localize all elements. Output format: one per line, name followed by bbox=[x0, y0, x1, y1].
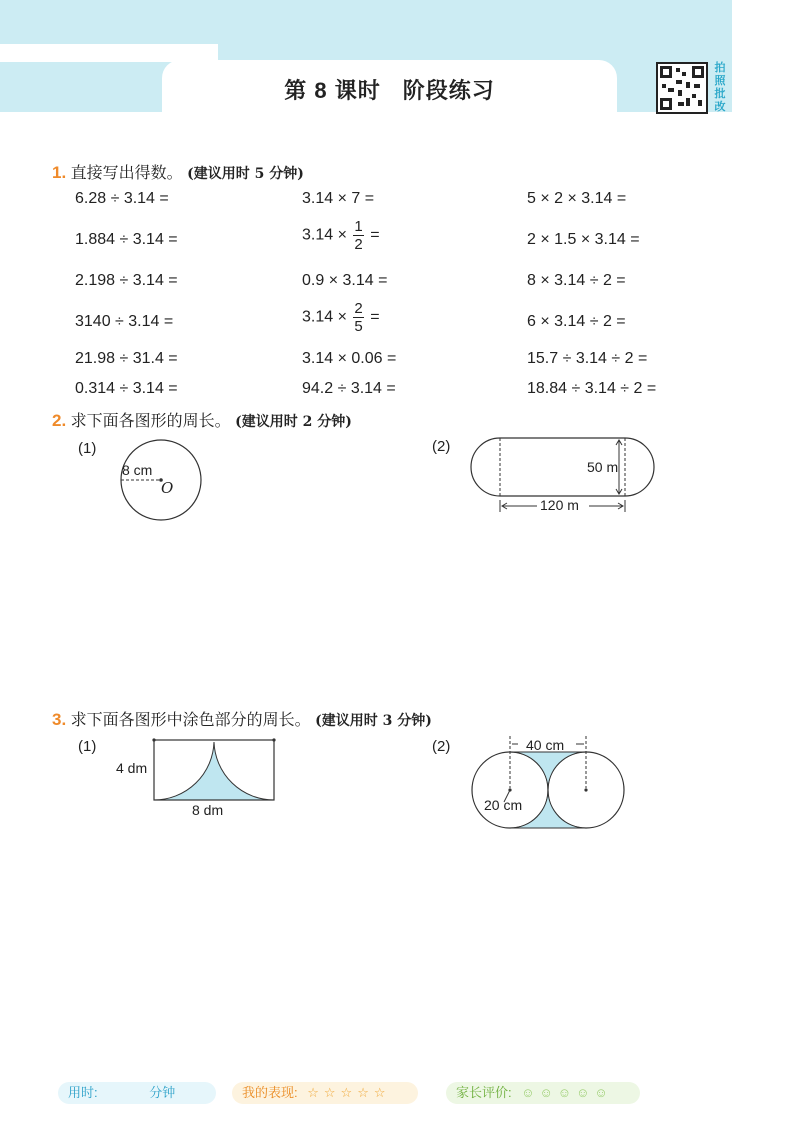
q1-item: 6 × 3.14 ÷ 2 = bbox=[527, 313, 626, 330]
q3-number: 3. bbox=[52, 710, 67, 729]
page-title bbox=[162, 74, 617, 105]
q1-heading bbox=[52, 160, 304, 183]
fraction bbox=[353, 218, 363, 253]
q1-item: 8 × 3.14 ÷ 2 = bbox=[527, 272, 626, 289]
q1-item: 0.314 ÷ 3.14 = bbox=[75, 380, 178, 397]
fraction-denominator: 5 bbox=[354, 318, 363, 335]
q3-radius-label: 20 cm bbox=[484, 797, 523, 813]
q2-center-label: O bbox=[161, 479, 174, 497]
q1-hint: (建议用时 5 分钟) bbox=[187, 166, 304, 182]
q2-width-label: 120 m bbox=[540, 497, 579, 513]
q3-height-label: 4 dm bbox=[116, 760, 148, 776]
performance-label: 我的表现: bbox=[242, 1085, 298, 1100]
q1-item: 2 × 1.5 × 3.14 = bbox=[527, 231, 640, 248]
qr-side-char: 照 bbox=[714, 75, 726, 87]
q1-item: 5 × 2 × 3.14 = bbox=[527, 190, 627, 207]
q2-text: 求下面各图形的周长。 bbox=[70, 413, 231, 430]
q1-item: 6.28 ÷ 3.14 = bbox=[75, 190, 169, 207]
q2-hint: (建议用时 2 分钟) bbox=[235, 414, 352, 430]
qr-side-char: 拍 bbox=[714, 62, 726, 74]
q1-item-fraction bbox=[302, 300, 380, 335]
q1-item: 21.98 ÷ 31.4 = bbox=[75, 350, 178, 367]
time-used-box bbox=[58, 1082, 216, 1104]
fraction bbox=[353, 300, 363, 335]
qr-side-char: 批 bbox=[714, 88, 726, 100]
q1-item: 3.14 × 7 = bbox=[302, 190, 375, 207]
parent-review-box bbox=[446, 1082, 640, 1104]
smiley-rating-icon[interactable]: ☺☺☺☺☺ bbox=[521, 1085, 613, 1100]
q3-distance-label: 40 cm bbox=[526, 737, 565, 753]
q3-fig1-label: (1) bbox=[78, 738, 97, 755]
qr-pattern bbox=[658, 64, 706, 112]
qr-side-char: 改 bbox=[714, 101, 726, 113]
photo-grading-label bbox=[712, 62, 728, 114]
q2-radius-label: 8 cm bbox=[122, 462, 153, 478]
equals-sign: = bbox=[370, 308, 380, 326]
q3-heading bbox=[52, 707, 432, 730]
q2-number: 2. bbox=[52, 411, 67, 430]
star-rating-icon[interactable]: ☆☆☆☆☆ bbox=[307, 1085, 391, 1100]
time-unit: 分钟 bbox=[149, 1085, 176, 1100]
equals-sign: = bbox=[370, 226, 380, 244]
time-used-label: 用时: bbox=[68, 1085, 98, 1100]
q1-item: 1.884 ÷ 3.14 = bbox=[75, 231, 178, 248]
q3-rectangle-figure bbox=[150, 736, 282, 804]
fraction-numerator: 1 bbox=[354, 218, 363, 235]
q1-item-text: 3.14 × bbox=[302, 308, 347, 326]
stadium-outline bbox=[471, 438, 654, 496]
lesson-title: 阶段练习 bbox=[402, 78, 495, 103]
q1-item: 3140 ÷ 3.14 = bbox=[75, 313, 174, 330]
q1-item: 0.9 × 3.14 = bbox=[302, 272, 388, 289]
q1-item: 94.2 ÷ 3.14 = bbox=[302, 380, 396, 397]
q1-item: 2.198 ÷ 3.14 = bbox=[75, 272, 178, 289]
q1-item: 15.7 ÷ 3.14 ÷ 2 = bbox=[527, 350, 648, 367]
q2-heading bbox=[52, 408, 352, 431]
fraction-numerator: 2 bbox=[354, 300, 363, 317]
q1-item: 18.84 ÷ 3.14 ÷ 2 = bbox=[527, 380, 657, 397]
qr-code-icon[interactable] bbox=[656, 62, 708, 114]
fraction-denominator: 2 bbox=[354, 236, 363, 253]
shaded-region bbox=[154, 742, 274, 800]
q1-item-text: 3.14 × bbox=[302, 226, 347, 244]
my-performance-box bbox=[232, 1082, 418, 1104]
q1-item-fraction bbox=[302, 218, 380, 253]
q3-text: 求下面各图形中涂色部分的周长。 bbox=[70, 712, 311, 729]
q2-fig1-label: (1) bbox=[78, 440, 97, 457]
q1-text: 直接写出得数。 bbox=[70, 165, 183, 182]
q3-width-label: 8 dm bbox=[192, 802, 224, 818]
q3-hint: (建议用时 3 分钟) bbox=[315, 713, 432, 729]
q2-fig2-label: (2) bbox=[432, 438, 451, 455]
q2-circle-figure bbox=[110, 430, 210, 530]
q1-item: 3.14 × 0.06 = bbox=[302, 350, 397, 367]
lesson-number: 第 8 课时 bbox=[284, 78, 381, 103]
q3-fig2-label: (2) bbox=[432, 738, 451, 755]
q2-height-label: 50 m bbox=[587, 459, 619, 475]
q1-number: 1. bbox=[52, 163, 67, 182]
parent-review-label: 家长评价: bbox=[456, 1085, 512, 1100]
